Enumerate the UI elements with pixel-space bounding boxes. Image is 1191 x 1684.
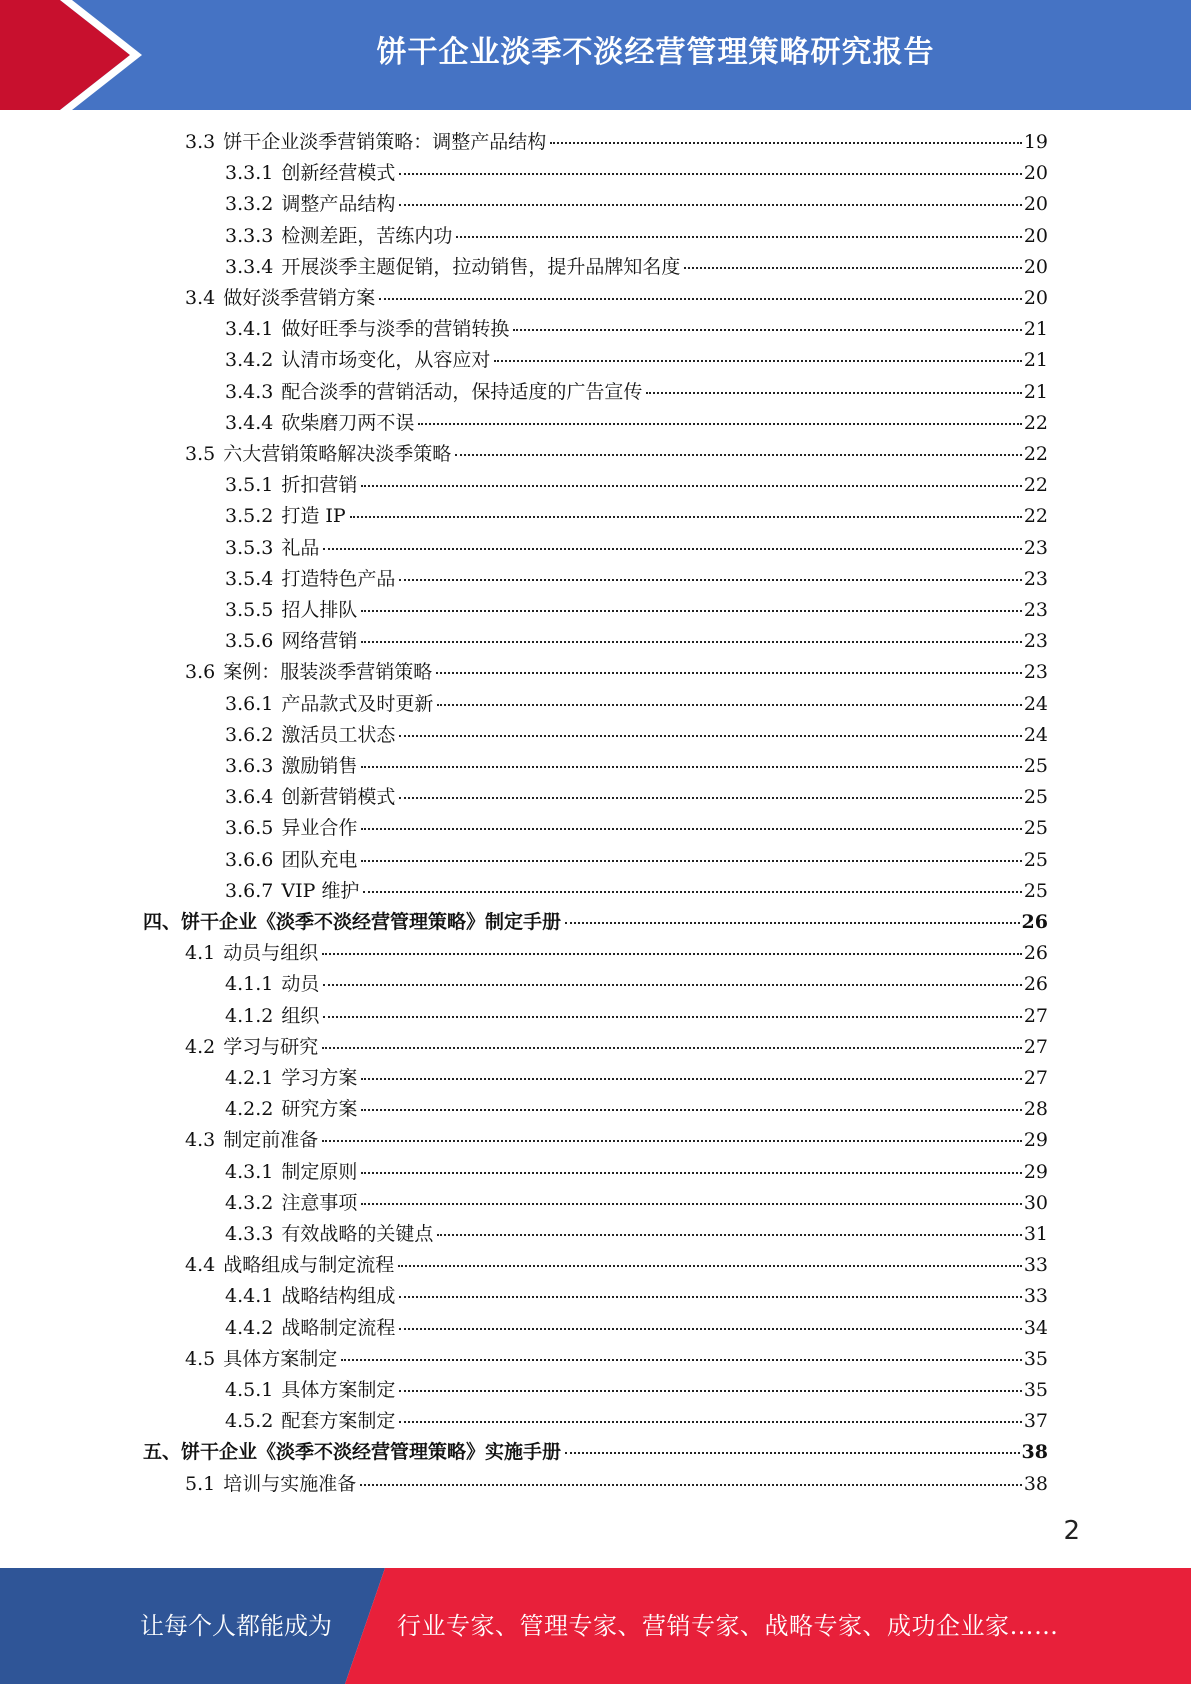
toc-entry-number: 3.5.2 [225, 505, 274, 528]
toc-dot-leader [437, 1234, 1021, 1236]
toc-entry-page: 25 [1023, 848, 1048, 871]
toc-dot-leader [360, 1484, 1022, 1486]
toc-entry[interactable] [225, 221, 1048, 252]
toc-entry[interactable] [225, 1281, 1048, 1312]
toc-entry-number: 3.6.7 [225, 879, 274, 902]
toc-entry[interactable] [143, 1437, 1048, 1468]
toc-entry-title: 战略组成与制定流程 [223, 1254, 395, 1277]
toc-entry-page: 38 [1021, 1441, 1048, 1464]
toc-dot-leader [646, 392, 1021, 394]
toc-entry-page: 22 [1023, 411, 1048, 434]
toc-entry-title: 做好旺季与淡季的营销转换 [281, 318, 510, 341]
toc-entry-number: 3.4.1 [225, 318, 274, 341]
toc-entry[interactable] [185, 1250, 1048, 1281]
report-title: 饼干企业淡季不淡经营管理策略研究报告 [376, 35, 935, 70]
toc-entry-title: 打造特色产品 [281, 567, 396, 590]
toc-entry-page: 22 [1023, 474, 1048, 497]
toc-entry[interactable] [185, 127, 1048, 158]
toc-entry[interactable] [225, 158, 1048, 189]
toc-dot-leader [361, 860, 1021, 862]
toc-dot-leader [399, 1328, 1021, 1330]
toc-entry-page: 27 [1023, 1067, 1048, 1089]
toc-entry-page: 24 [1023, 723, 1048, 746]
toc-entry-title: 做好淡季营销方案 [223, 287, 376, 309]
toc-dot-leader [363, 891, 1021, 893]
toc-entry-page: 23 [1023, 536, 1048, 559]
toc-entry-number: 3.5.1 [225, 474, 274, 497]
toc-entry-page: 29 [1023, 1160, 1048, 1183]
toc-entry-title: 有效战略的关键点 [281, 1223, 434, 1245]
toc-entry-page: 20 [1023, 224, 1048, 247]
toc-dot-leader [399, 579, 1021, 581]
toc-entry-number: 3.6.1 [225, 692, 274, 715]
toc-dot-leader [455, 454, 1022, 456]
toc-entry[interactable] [225, 1406, 1048, 1437]
toc-entry-title: 认清市场变化，从容应对 [281, 349, 491, 372]
toc-dot-leader [361, 1172, 1021, 1174]
toc-entry[interactable] [225, 377, 1048, 408]
toc-entry-number: 3.5.3 [225, 536, 274, 559]
toc-entry[interactable] [185, 1344, 1048, 1375]
toc-entry-page: 23 [1023, 599, 1048, 621]
toc-entry-page: 33 [1023, 1254, 1048, 1277]
toc-entry-title: 配套方案制定 [281, 1410, 396, 1433]
toc-entry-page: 25 [1023, 817, 1048, 840]
footer-slogan-right: 行业专家、管理专家、营销专家、战略专家、成功企业家…… [397, 1612, 1059, 1640]
toc-entry-number: 4.3.3 [225, 1223, 274, 1245]
toc-entry-number: 3.3.2 [225, 193, 274, 216]
toc-entry-number: 3.3.1 [225, 162, 274, 185]
toc-dot-leader [361, 1078, 1021, 1080]
toc-entry[interactable] [225, 1094, 1048, 1125]
toc-entry-number: 3.6.3 [225, 755, 274, 777]
toc-dot-leader [361, 766, 1021, 768]
toc-entry-title: 战略结构组成 [281, 1285, 396, 1308]
toc-entry-page: 22 [1023, 505, 1048, 528]
toc-entry-page: 25 [1023, 755, 1048, 777]
toc-entry-title: 调整产品结构 [281, 193, 396, 216]
toc-entry-title: 激励销售 [281, 755, 358, 777]
toc-dot-leader [399, 1296, 1021, 1298]
toc-entry-title: 战略制定流程 [281, 1316, 396, 1339]
toc-entry[interactable] [185, 1125, 1048, 1156]
toc-entry[interactable] [225, 252, 1048, 283]
toc-entry-number: 4.5.2 [225, 1410, 274, 1433]
toc-entry-number: 4.4 [185, 1254, 216, 1277]
toc-entry[interactable] [225, 501, 1048, 532]
toc-entry-number: 3.6.2 [225, 723, 274, 746]
toc-dot-leader [361, 1109, 1021, 1111]
toc-entry-title: 制定前准备 [223, 1129, 319, 1152]
toc-entry[interactable] [225, 1188, 1048, 1219]
toc-entry-number: 4.5.1 [225, 1379, 274, 1401]
toc-entry[interactable] [225, 1063, 1048, 1094]
toc-dot-leader [398, 1265, 1022, 1267]
toc-dot-leader [341, 1359, 1022, 1361]
toc-dot-leader [322, 1140, 1022, 1142]
toc-dot-leader [399, 204, 1021, 206]
toc-entry[interactable] [143, 907, 1048, 938]
toc-entry-page: 26 [1023, 942, 1048, 965]
toc-entry-number: 3.6.5 [225, 817, 274, 840]
page-footer [0, 1568, 1191, 1684]
toc-entry-page: 30 [1023, 1191, 1048, 1214]
toc-entry-number: 3.5 [185, 443, 216, 465]
toc-entry-number: 3.5.6 [225, 630, 274, 653]
toc-entry-title: 饼干企业淡季营销策略：调整产品结构 [223, 131, 547, 153]
toc-entry[interactable] [225, 969, 1048, 1000]
toc-entry[interactable] [225, 720, 1048, 751]
toc-entry[interactable] [225, 470, 1048, 501]
toc-entry-page: 21 [1023, 380, 1048, 403]
toc-entry-title: VIP 维护 [281, 879, 360, 902]
toc-dot-leader [323, 548, 1021, 550]
toc-entry-title: 创新营销模式 [281, 786, 396, 809]
toc-entry-page: 20 [1023, 162, 1048, 185]
toc-entry-title: 具体方案制定 [281, 1379, 396, 1401]
toc-entry-page: 26 [1023, 973, 1048, 996]
toc-dot-leader [513, 329, 1021, 331]
toc-entry-number: 4.3.1 [225, 1160, 274, 1183]
toc-entry-title: 具体方案制定 [223, 1347, 338, 1370]
toc-entry-number: 3.3 [185, 131, 216, 153]
toc-entry-page: 38 [1023, 1472, 1048, 1495]
toc-entry-page: 34 [1023, 1316, 1048, 1339]
toc-entry-title: 招人排队 [281, 599, 358, 621]
toc-entry-page: 19 [1023, 131, 1048, 153]
toc-dot-leader [456, 236, 1021, 238]
toc-entry[interactable] [225, 345, 1048, 376]
toc-entry-title: 动员与组织 [223, 942, 319, 965]
toc-entry-number: 4.4.1 [225, 1285, 274, 1308]
toc-entry[interactable] [225, 564, 1048, 595]
toc-dot-leader [399, 735, 1021, 737]
toc-entry-number: 3.6.6 [225, 848, 274, 871]
toc-dot-leader [322, 1047, 1022, 1049]
toc-entry-number: 4.2.2 [225, 1098, 274, 1121]
toc-dot-leader [361, 485, 1021, 487]
toc-entry-number: 4.1.2 [225, 1004, 274, 1027]
toc-dot-leader [399, 797, 1021, 799]
toc-dot-leader [550, 142, 1022, 144]
toc-entry-page: 26 [1021, 911, 1048, 933]
toc-entry-title: 激活员工状态 [281, 723, 396, 746]
toc-entry-page: 20 [1023, 255, 1048, 278]
toc-dot-leader [684, 267, 1021, 269]
toc-entry-number: 3.6.4 [225, 786, 274, 809]
toc-entry-number: 4.1.1 [225, 973, 274, 996]
toc-entry[interactable] [225, 689, 1048, 720]
toc-entry[interactable] [225, 1157, 1048, 1188]
toc-entry-page: 27 [1023, 1035, 1048, 1058]
toc-entry-number: 4.1 [185, 942, 216, 965]
toc-entry-number: 3.4.4 [225, 411, 274, 434]
toc-entry-title: 开展淡季主题促销，拉动销售，提升品牌知名度 [281, 255, 681, 278]
toc-entry[interactable] [225, 1001, 1048, 1032]
toc-entry-page: 21 [1023, 349, 1048, 372]
toc-dot-leader [323, 1016, 1021, 1018]
toc-entry-number: 4.3 [185, 1129, 216, 1152]
page-header [0, 0, 1191, 110]
toc-dot-leader [437, 704, 1021, 706]
toc-entry-page: 20 [1023, 287, 1048, 309]
toc-dot-leader [399, 1421, 1021, 1423]
toc-entry[interactable] [225, 1375, 1048, 1406]
toc-dot-leader [379, 298, 1022, 300]
toc-entry-page: 20 [1023, 193, 1048, 216]
toc-entry-number: 3.4.2 [225, 349, 274, 372]
toc-entry-page: 22 [1023, 443, 1048, 465]
toc-entry-page: 23 [1023, 630, 1048, 653]
toc-dot-leader [418, 423, 1021, 425]
toc-entry-page: 28 [1023, 1098, 1048, 1121]
toc-dot-leader [494, 360, 1021, 362]
toc-entry-page: 23 [1023, 567, 1048, 590]
toc-entry-page: 35 [1023, 1347, 1048, 1370]
toc-entry[interactable] [185, 657, 1048, 688]
toc-entry[interactable] [225, 1313, 1048, 1344]
toc-entry[interactable] [225, 408, 1048, 439]
toc-dot-leader [361, 828, 1021, 830]
toc-entry[interactable] [185, 1032, 1048, 1063]
toc-entry-title: 学习方案 [281, 1067, 358, 1089]
toc-entry-number: 3.5.5 [225, 599, 274, 621]
toc-entry-page: 25 [1023, 879, 1048, 902]
toc-entry-page: 33 [1023, 1285, 1048, 1308]
toc-dot-leader [350, 516, 1022, 518]
toc-entry-page: 24 [1023, 692, 1048, 715]
toc-entry-number: 3.6 [185, 661, 216, 684]
toc-entry-title: 动员 [281, 973, 320, 996]
header-chevron-decoration [0, 0, 160, 110]
toc-entry-number: 4.2.1 [225, 1067, 274, 1089]
toc-entry[interactable] [225, 533, 1048, 564]
toc-entry[interactable] [225, 813, 1048, 844]
footer-slogan-left: 让每个人都能成为 [140, 1612, 332, 1640]
toc-entry-title: 网络营销 [281, 630, 358, 653]
toc-entry-title: 检测差距，苦练内功 [281, 224, 453, 247]
toc-dot-leader [399, 1390, 1021, 1392]
toc-dot-leader [565, 1452, 1020, 1454]
toc-entry-number: 3.3.3 [225, 224, 274, 247]
toc-entry[interactable] [225, 626, 1048, 657]
toc-entry[interactable] [225, 782, 1048, 813]
toc-entry[interactable] [225, 189, 1048, 220]
toc-entry-number: 4.3.2 [225, 1191, 274, 1214]
toc-entry-number: 五、 [143, 1441, 182, 1464]
toc-dot-leader [323, 984, 1021, 986]
toc-dot-leader [361, 610, 1021, 612]
toc-dot-leader [361, 641, 1021, 643]
toc-entry-title: 注意事项 [281, 1191, 358, 1214]
toc-entry[interactable] [225, 876, 1048, 907]
toc-entry-page: 29 [1023, 1129, 1048, 1152]
toc-entry-number: 3.3.4 [225, 255, 274, 278]
toc-entry-title: 产品款式及时更新 [281, 692, 434, 715]
toc-entry-page: 21 [1023, 318, 1048, 341]
toc-entry-number: 四、 [143, 911, 182, 933]
toc-entry-page: 35 [1023, 1379, 1048, 1401]
toc-entry-title: 砍柴磨刀两不误 [281, 411, 415, 434]
toc-entry-title: 饼干企业《淡季不淡经营管理策略》制定手册 [181, 911, 562, 933]
toc-entry-number: 4.2 [185, 1035, 216, 1058]
toc-entry-title: 制定原则 [281, 1160, 358, 1183]
toc-dot-leader [399, 173, 1021, 175]
toc-entry[interactable] [185, 938, 1048, 969]
toc-entry[interactable] [225, 595, 1048, 626]
toc-entry[interactable] [225, 751, 1048, 782]
toc-entry[interactable] [225, 1219, 1048, 1250]
page-number: 2 [1063, 1516, 1080, 1546]
toc-entry[interactable] [225, 314, 1048, 345]
toc-entry-title: 六大营销策略解决淡季策略 [223, 443, 452, 465]
toc-entry[interactable] [185, 439, 1048, 470]
toc-entry-title: 配合淡季的营销活动，保持适度的广告宣传 [281, 380, 643, 403]
toc-entry[interactable] [185, 283, 1048, 314]
toc-entry-number: 5.1 [185, 1472, 216, 1495]
toc-entry-title: 饼干企业《淡季不淡经营管理策略》实施手册 [181, 1441, 562, 1464]
toc-entry-title: 礼品 [281, 536, 320, 559]
toc-entry-number: 3.4 [185, 287, 216, 309]
toc-entry[interactable] [225, 845, 1048, 876]
toc-dot-leader [565, 922, 1020, 924]
toc-entry-title: 异业合作 [281, 817, 358, 840]
toc-dot-leader [436, 672, 1022, 674]
toc-entry[interactable] [185, 1469, 1048, 1500]
toc-entry-title: 折扣营销 [281, 474, 358, 497]
toc-entry-title: 团队充电 [281, 848, 358, 871]
toc-entry-title: 打造 IP [281, 505, 346, 528]
toc-entry-page: 23 [1023, 661, 1048, 684]
toc-entry-page: 25 [1023, 786, 1048, 809]
toc-entry-title: 研究方案 [281, 1098, 358, 1121]
toc-entry-number: 3.5.4 [225, 567, 274, 590]
toc-entry-page: 27 [1023, 1004, 1048, 1027]
toc-entry-title: 创新经营模式 [281, 162, 396, 185]
toc-entry-number: 4.4.2 [225, 1316, 274, 1339]
toc-entry-page: 37 [1023, 1410, 1048, 1433]
toc-entry-number: 3.4.3 [225, 380, 274, 403]
toc-entry-title: 培训与实施准备 [223, 1472, 357, 1495]
toc-entry-title: 学习与研究 [223, 1035, 319, 1058]
toc-entry-page: 31 [1023, 1223, 1048, 1245]
toc-dot-leader [322, 953, 1022, 955]
toc-entry-title: 组织 [281, 1004, 320, 1027]
toc-entry-title: 案例：服装淡季营销策略 [223, 661, 433, 684]
toc-entry-number: 4.5 [185, 1347, 216, 1370]
toc-dot-leader [361, 1203, 1021, 1205]
